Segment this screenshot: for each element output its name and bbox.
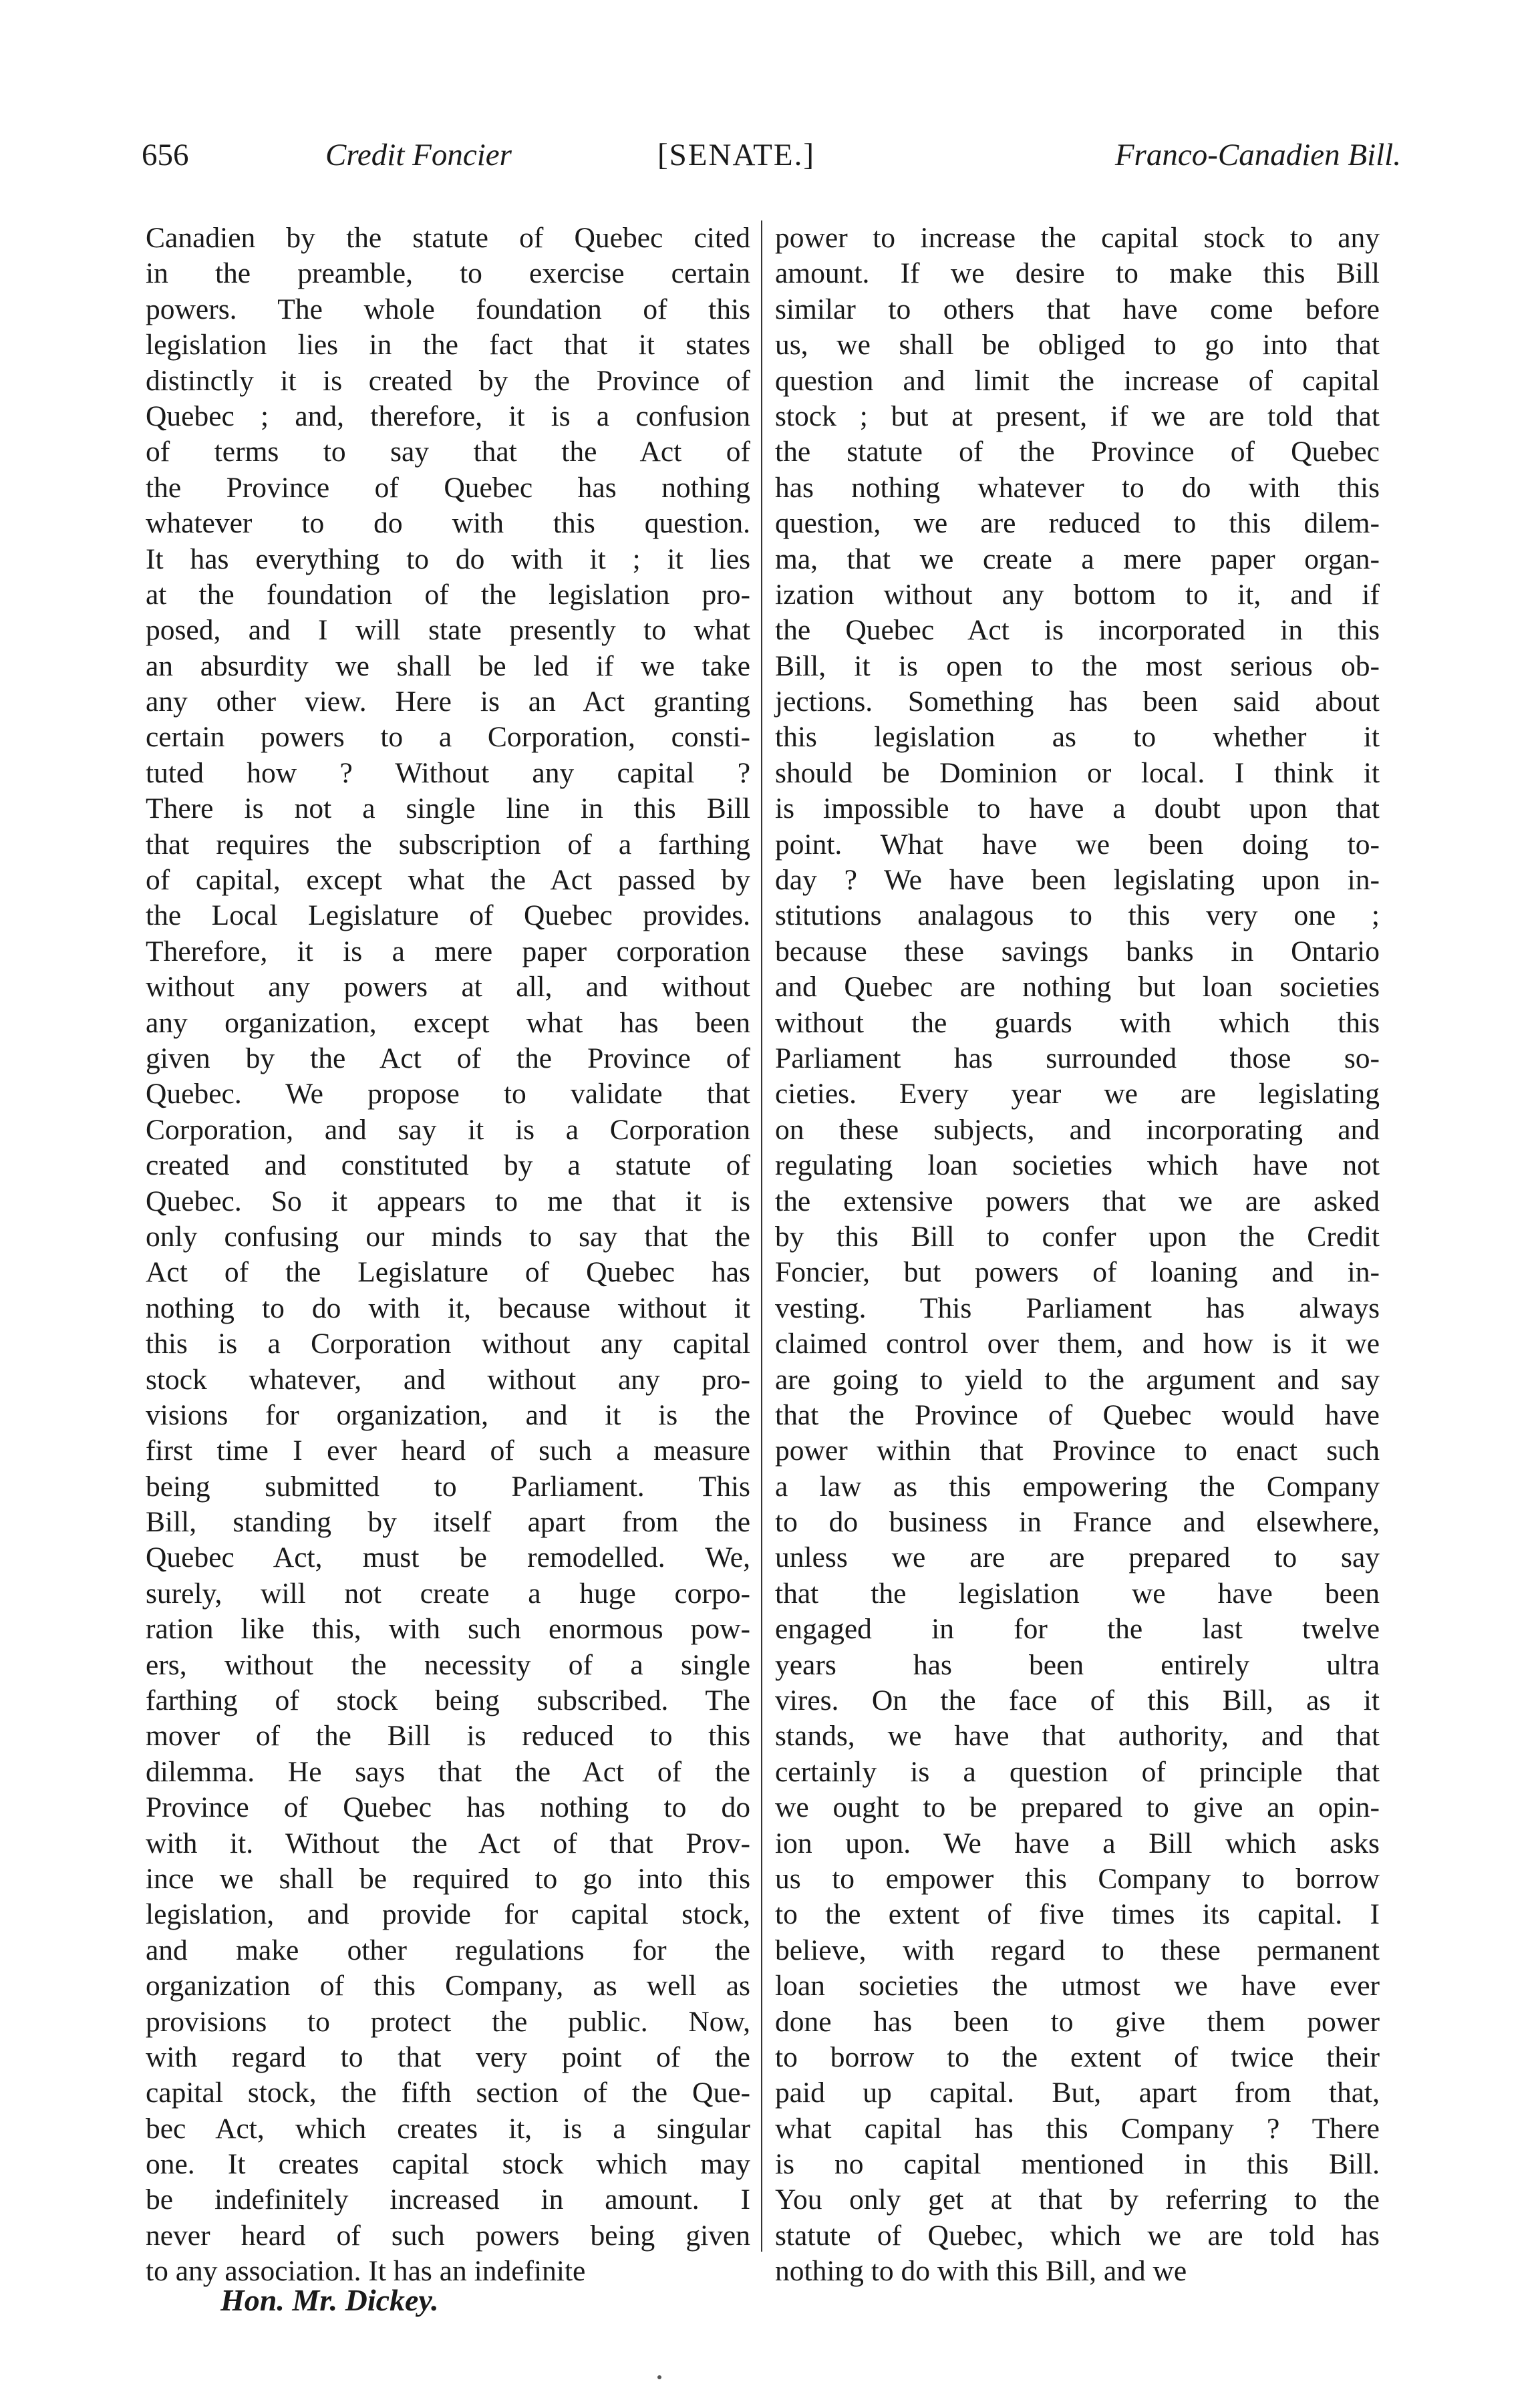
text-column-right	[775, 220, 1380, 2290]
text-line: believe, with regard to these permanent	[775, 1934, 1380, 1966]
text-line: what capital has this Company ? There	[775, 2112, 1380, 2145]
text-line: regulating loan societies which have not	[775, 1149, 1380, 1182]
speaker-signature: Hon. Mr. Dickey.	[220, 2283, 439, 2317]
text-line: Canadien by the statute of Quebec cited	[146, 222, 750, 254]
text-line: posed, and I will state presently to what	[146, 614, 750, 647]
running-head	[142, 135, 1401, 175]
text-line: without any powers at all, and without	[146, 971, 750, 1004]
text-line: on these subjects, and incorporating and	[775, 1113, 1380, 1146]
text-line: ization without any bottom to it, and if	[775, 578, 1380, 611]
text-line: without the guards with which this	[775, 1006, 1380, 1039]
text-line: with regard to that very point of the	[146, 2041, 750, 2073]
text-line: mover of the Bill is reduced to this	[146, 1720, 750, 1753]
text-line: given by the Act of the Province of	[146, 1042, 750, 1074]
text-line: any other view. Here is an Act granting	[146, 686, 750, 718]
text-line: You only get at that by referring to the	[775, 2184, 1380, 2216]
text-line: Quebec Act, must be remodelled. We,	[146, 1541, 750, 1574]
text-line: us to empower this Company to borrow	[775, 1862, 1380, 1895]
page-number: 656	[142, 138, 189, 172]
text-line: the Quebec Act is incorporated in this	[775, 614, 1380, 647]
text-line: any organization, except what has been	[146, 1006, 750, 1039]
text-line: whatever to do with this question.	[146, 507, 750, 540]
text-line: power to increase the capital stock to any	[775, 222, 1380, 254]
text-line: at the foundation of the legislation pro-	[146, 578, 750, 611]
text-line: the Local Legislature of Quebec provides.	[146, 899, 750, 932]
text-line: certainly is a question of principle that	[775, 1755, 1380, 1788]
text-column-left	[146, 220, 750, 2290]
text-line: us, we shall be obliged to go into that	[775, 329, 1380, 361]
text-line: provisions to protect the public. Now,	[146, 2005, 750, 2038]
text-line: of capital, except what the Act passed by	[146, 864, 750, 897]
text-line: vesting. This Parliament has always	[775, 1292, 1380, 1324]
text-line: done has been to give them power	[775, 2005, 1380, 2038]
text-line: nothing to do with it, because without it	[146, 1292, 750, 1324]
text-line: and Quebec are nothing but loan societies	[775, 971, 1380, 1004]
text-line: this legislation as to whether it	[775, 721, 1380, 754]
text-line: Corporation, and say it is a Corporation	[146, 1113, 750, 1146]
text-line: a law as this empowering the Company	[775, 1470, 1380, 1503]
text-line: with it. Without the Act of that Prov-	[146, 1827, 750, 1859]
text-line: Therefore, it is a mere paper corporation	[146, 935, 750, 967]
text-line: be indefinitely increased in amount. I	[146, 2184, 750, 2216]
text-line: question, we are reduced to this dilem-	[775, 507, 1380, 540]
text-line: we ought to be prepared to give an opin-	[775, 1791, 1380, 1824]
text-line: years has been entirely ultra	[775, 1648, 1380, 1681]
text-line: Bill, standing by itself apart from the	[146, 1506, 750, 1539]
text-line: point. What have we been doing to-	[775, 828, 1380, 861]
text-line: distinctly it is created by the Province of	[146, 364, 750, 397]
text-line: to the extent of five times its capital. I	[775, 1898, 1380, 1931]
text-line: engaged in for the last twelve	[775, 1613, 1380, 1646]
text-line: Act of the Legislature of Quebec has	[146, 1256, 750, 1289]
text-line: and make other regulations for the	[146, 1934, 750, 1966]
text-line: Bill, it is open to the most serious ob-	[775, 649, 1380, 682]
text-line: being submitted to Parliament. This	[146, 1470, 750, 1503]
text-line: stock ; but at present, if we are told that	[775, 400, 1380, 432]
text-line: loan societies the utmost we have ever	[775, 1970, 1380, 2002]
text-line: ration like this, with such enormous pow-	[146, 1613, 750, 1646]
text-line: cieties. Every year we are legislating	[775, 1078, 1380, 1110]
text-line: Province of Quebec has nothing to do	[146, 1791, 750, 1824]
text-line: that the legislation we have been	[775, 1577, 1380, 1610]
text-line: claimed control over them, and how is it we	[775, 1328, 1380, 1360]
running-title-center: [SENATE.]	[657, 138, 815, 172]
text-line: of terms to say that the Act of	[146, 436, 750, 468]
text-line: Quebec. So it appears to me that it is	[146, 1185, 750, 1217]
text-line: surely, will not create a huge corpo-	[146, 1577, 750, 1610]
text-line: legislation lies in the fact that it states	[146, 329, 750, 361]
text-line: this is a Corporation without any capital	[146, 1328, 750, 1360]
text-line: created and constituted by a statute of	[146, 1149, 750, 1182]
text-line: day ? We have been legislating upon in-	[775, 864, 1380, 897]
running-title-left: Credit Foncier	[325, 138, 512, 172]
text-line: in the preamble, to exercise certain	[146, 257, 750, 290]
printing-speck	[657, 2375, 661, 2379]
text-line: first time I ever heard of such a measure	[146, 1435, 750, 1467]
text-line: is impossible to have a doubt upon that	[775, 792, 1380, 825]
text-line: power within that Province to enact such	[775, 1435, 1380, 1467]
text-line: Foncier, but powers of loaning and in-	[775, 1256, 1380, 1289]
text-line: because these savings banks in Ontario	[775, 935, 1380, 967]
text-line: ma, that we create a mere paper organ-	[775, 543, 1380, 575]
text-line: Parliament has surrounded those so-	[775, 1042, 1380, 1074]
text-line: to any association. It has an indefinite	[146, 2255, 586, 2288]
text-line: stock whatever, and without any pro-	[146, 1363, 750, 1396]
running-title-right: Franco-Canadien Bill.	[1114, 138, 1401, 172]
text-line: ion upon. We have a Bill which asks	[775, 1827, 1380, 1859]
text-line: to do business in France and elsewhere,	[775, 1506, 1380, 1539]
text-line: ince we shall be required to go into this	[146, 1862, 750, 1895]
text-line: certain powers to a Corporation, consti-	[146, 721, 750, 754]
text-line: an absurdity we shall be led if we take	[146, 649, 750, 682]
text-line: bec Act, which creates it, is a singular	[146, 2112, 750, 2145]
text-line: capital stock, the fifth section of the Que-	[146, 2077, 750, 2109]
text-line: that the Province of Quebec would have	[775, 1398, 1380, 1431]
text-line: similar to others that have come before	[775, 293, 1380, 325]
text-line: Quebec. We propose to validate that	[146, 1078, 750, 1110]
text-line: has nothing whatever to do with this	[775, 471, 1380, 504]
text-line: powers. The whole foundation of this	[146, 293, 750, 325]
text-line: unless we are are prepared to say	[775, 1541, 1380, 1574]
text-line: nothing to do with this Bill, and we	[775, 2255, 1187, 2288]
text-line: stands, we have that authority, and that	[775, 1720, 1380, 1753]
text-line: There is not a single line in this Bill	[146, 792, 750, 825]
text-line: the extensive powers that we are asked	[775, 1185, 1380, 1217]
text-line: the statute of the Province of Quebec	[775, 436, 1380, 468]
text-line: question and limit the increase of capital	[775, 364, 1380, 397]
text-line: by this Bill to confer upon the Credit	[775, 1220, 1380, 1253]
text-line: vires. On the face of this Bill, as it	[775, 1684, 1380, 1717]
text-line: the Province of Quebec has nothing	[146, 471, 750, 504]
text-line: farthing of stock being subscribed. The	[146, 1684, 750, 1717]
text-line: visions for organization, and it is the	[146, 1398, 750, 1431]
text-line: only confusing our minds to say that the	[146, 1220, 750, 1253]
text-line: never heard of such powers being given	[146, 2219, 750, 2252]
text-line: that requires the subscription of a farthing	[146, 828, 750, 861]
text-line: organization of this Company, as well as	[146, 1970, 750, 2002]
text-line: tuted how ? Without any capital ?	[146, 756, 750, 789]
text-line: It has everything to do with it ; it lies	[146, 543, 750, 575]
text-line: paid up capital. But, apart from that,	[775, 2077, 1380, 2109]
text-line: dilemma. He says that the Act of the	[146, 1755, 750, 1788]
text-line: ers, without the necessity of a single	[146, 1648, 750, 1681]
text-line: are going to yield to the argument and say	[775, 1363, 1380, 1396]
text-line: jections. Something has been said about	[775, 686, 1380, 718]
text-line: to borrow to the extent of twice their	[775, 2041, 1380, 2073]
text-line: is no capital mentioned in this Bill.	[775, 2148, 1380, 2181]
text-line: should be Dominion or local. I think it	[775, 756, 1380, 789]
text-line: one. It creates capital stock which may	[146, 2148, 750, 2181]
text-line: Quebec ; and, therefore, it is a confusion	[146, 400, 750, 432]
text-line: stitutions analagous to this very one ;	[775, 899, 1380, 932]
text-line: legislation, and provide for capital stock,	[146, 1898, 750, 1931]
column-divider	[761, 220, 762, 2252]
text-line: amount. If we desire to make this Bill	[775, 257, 1380, 290]
text-line: statute of Quebec, which we are told has	[775, 2219, 1380, 2252]
